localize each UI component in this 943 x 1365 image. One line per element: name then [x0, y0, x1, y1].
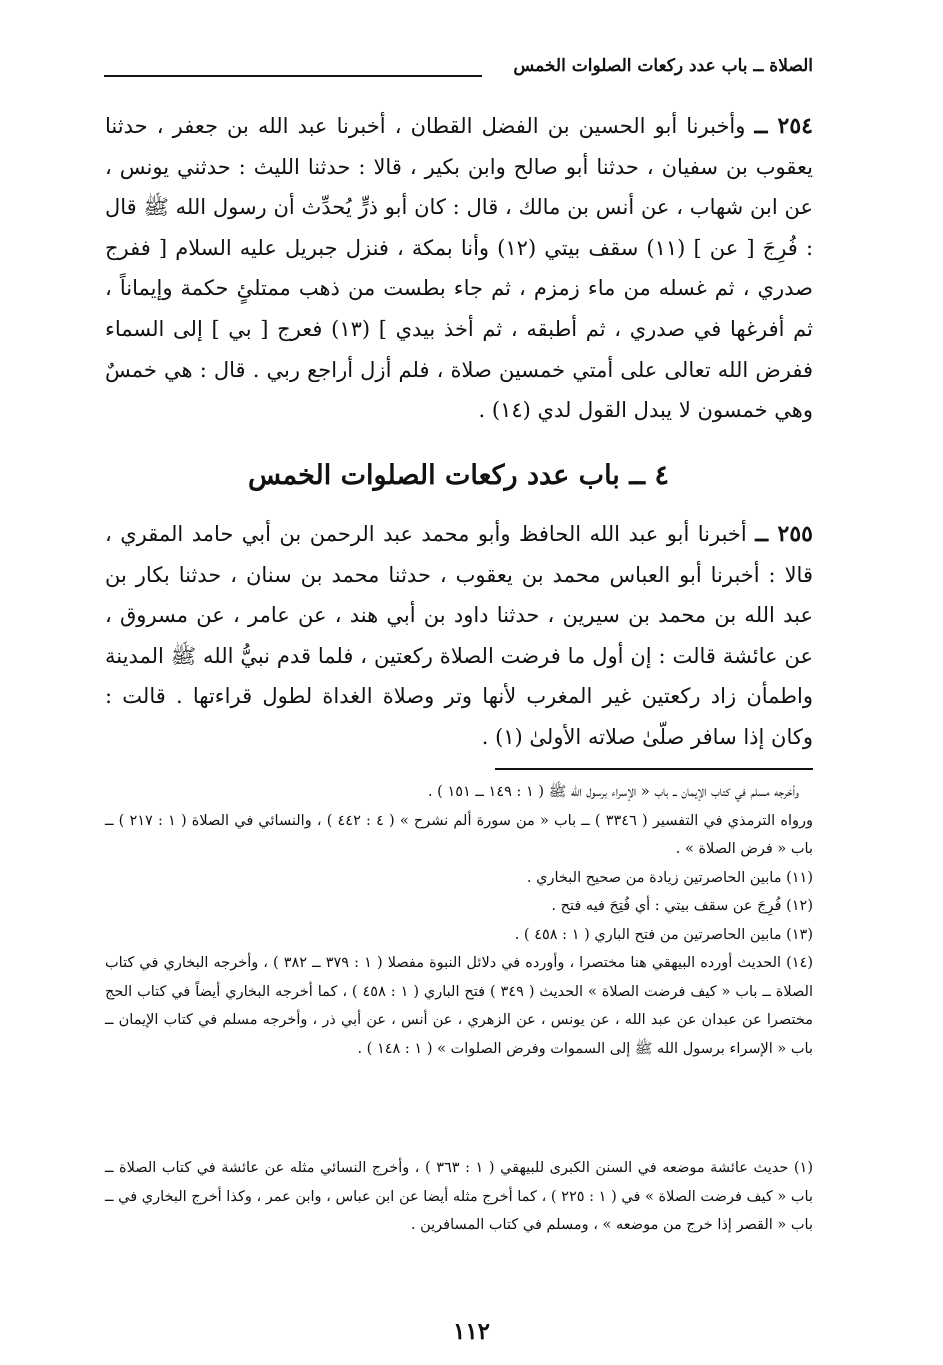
footnote: (١) حديث عائشة موضعه في السنن الكبرى للبيهقي ( ١ : ٣٦٣ ) ، وأخرج النسائي مثله عن عائشة في كتاب الصلاة ــ باب « كيف فرضت الصلاة » في ( ١ : ٢٢٥ ) ، كما أخرج مثله أيضا عن ابن عباس ، وابن عمر ، وكذا أخرج البخاري في ــ باب « القصر إذا خرج من موضعه » ، ومسلم في كتاب المسافرين .	[105, 1160, 814, 1233]
footnotes-hadith-254	[105, 778, 813, 1063]
footnote: وأخرجه مسلم في كتاب الإيمان ــ باب « الإسراء برسول الله ﷺ ( ١ : ١٤٩ ــ ١٥١ ) .	[427, 784, 799, 800]
footnote-rule	[495, 768, 813, 770]
footnote: (١٤) الحديث أورده البيهقي هنا مختصرا ، وأورده في دلائل النبوة مفصلا ( ١ : ٣٧٩ ــ ٣٨٢ ) ، وأخرجه البخاري في كتاب الصلاة ــ باب « كيف فرضت الصلاة » الحديث ( ٣٤٩ ) فتح الباري ( ١ : ٤٥٨ ) ، كما أخرجه البخاري أيضاً في كتاب الحج مختصرا عن عبدان عن عبد الله ، عن يونس ، عن الزهري ، عن أنس ، عن أبي ذر ، وأخرجه مسلم في كتاب الإيمان ــ باب « الإسراء برسول الله ﷺ إلى السموات وفرض الصلوات » ( ١ : ١٤٨ ) .	[105, 955, 814, 1057]
footnote: (١١) مابين الحاصرتين زيادة من صحيح البخاري .	[526, 869, 813, 886]
footnote: ورواه الترمذي في التفسير ( ٣٣٤٦ ) ــ باب « من سورة ألم نشرح » ( ٤ : ٤٤٢ ) ، والنسائي في الصلاة ( ١ : ٢١٧ ) ــ باب « فرض الصلاة » .	[105, 812, 813, 857]
hadith-number: ٢٥٤ ــ	[754, 113, 813, 139]
header-rule	[104, 75, 482, 77]
footnote: (١٢) فُرِجَ عن سقف بيتي : أي فُتِحَ فيه فتح .	[551, 898, 813, 914]
running-header: الصلاة ــ باب عدد ركعات الصلوات الخمس	[513, 56, 813, 76]
section-heading: ٤ ــ باب عدد ركعات الصلوات الخمس	[248, 460, 669, 491]
hadith-text: وأخبرنا أبو الحسين بن الفضل القطان ، أخبرنا عبد الله بن جعفر ، حدثنا يعقوب بن سفيان ، حدثنا أبو صالح وابن بكير ، قالا : حدثنا الليث : حدثني يونس ، عن ابن شهاب ، عن أنس بن مالك ، قال : كان أبو ذرٍّ يُحدِّث أن رسول الله ﷺ قال : فُرِجَ [ عن ] (١١) سقف بيتي (١٢) وأنا بمكة ، فنزل جبريل عليه السلام [ ففرج صدري ، ثم غسله من ماء زمزم ، ثم جاء بطست من ذهب ممتلئٍ حكمة وإيماناً ، ثم أفرغها في صدري ، ثم أطبقه ، ثم أخذ بيدي ] (١٣) فعرج [ بي ] إلى السماء ففرض الله تعالى على أمتي خمسين صلاة ، فلم أزل أراجع ربي . قال : هي خمسٌ وهي خمسون لا يبدل القول لدي (١٤) .	[105, 114, 814, 423]
hadith-254	[105, 106, 813, 431]
page-number: ١١٢	[452, 1318, 491, 1345]
hadith-255	[105, 514, 813, 758]
hadith-number: ٢٥٥ ــ	[755, 521, 813, 547]
footnote: (١٣) مابين الحاصرتين من فتح الباري ( ١ : ٤٥٨ ) .	[514, 926, 813, 943]
footnotes-hadith-255	[105, 1154, 813, 1240]
hadith-text: أخبرنا أبو عبد الله الحافظ وأبو محمد عبد الرحمن بن أبي حامد المقري ، قالا : أخبرنا أبو العباس محمد بن يعقوب ، حدثنا محمد بن سنان ، حدثنا بكار بن عبد الله بن محمد بن سيرين ، حدثنا داود بن أبي هند ، عن عامر ، عن مسروق ، عن عائشة قالت : إن أول ما فرضت الصلاة ركعتين ، فلما قدم نبيُّ الله ﷺ المدينة واطمأن زاد ركعتين غير المغرب لأنها وتر وصلاة الغداة لطول قراءتها . قالت : وكان إذا سافر صلّىٰ صلاته الأولىٰ (١) .	[105, 522, 813, 749]
